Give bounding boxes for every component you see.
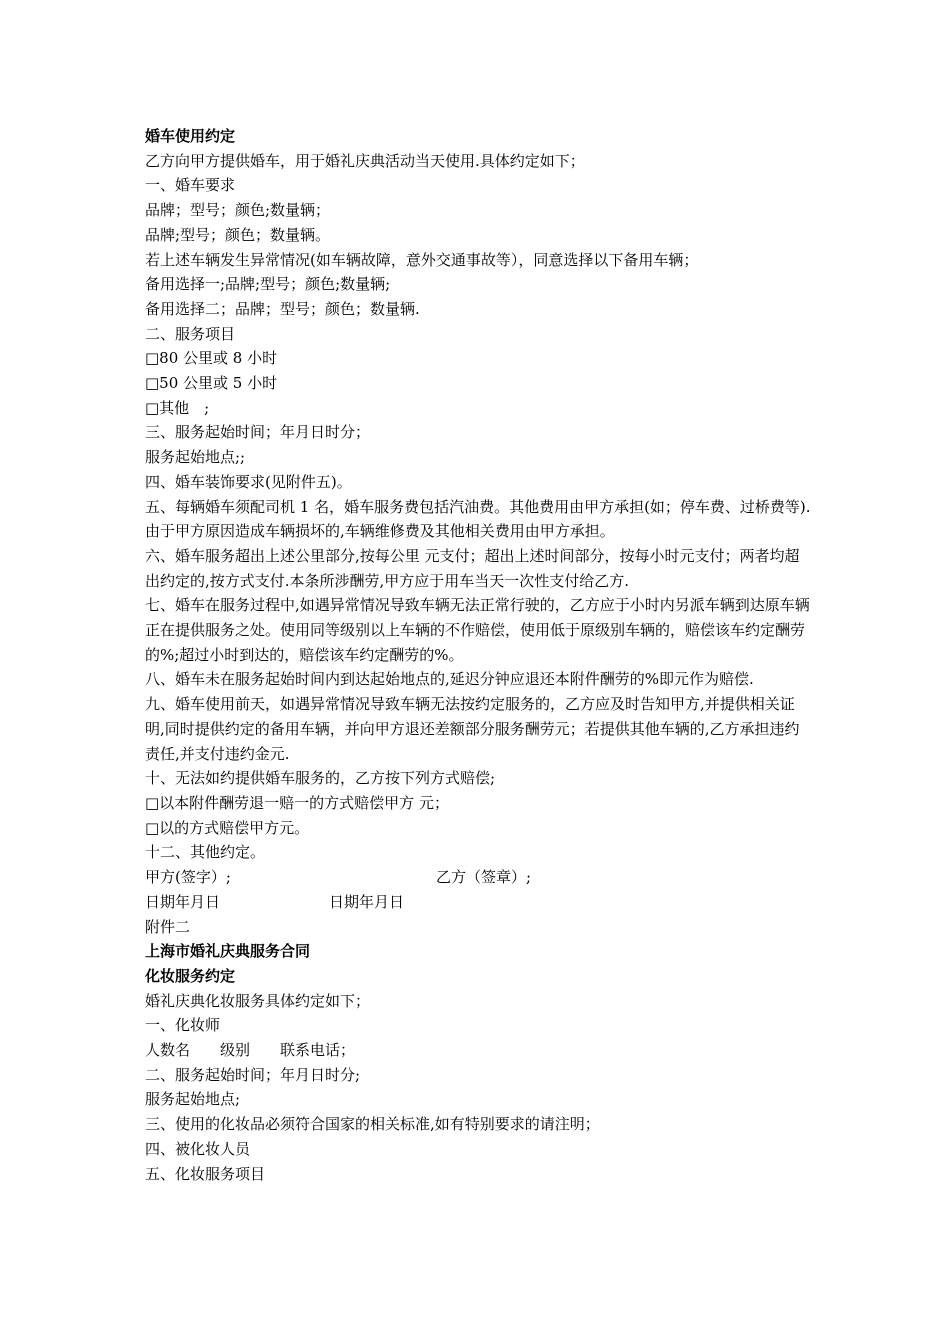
section-title-wedding-car: 婚车使用约定 [145, 127, 236, 145]
service-option-80km: □80 公里或 8 小时 [145, 349, 278, 368]
heading-persons-made-up: 四、被化妆人员 [145, 1139, 251, 1158]
party-b-date: 日期年月日 [329, 892, 405, 911]
section-title-makeup: 化妆服务约定 [145, 966, 236, 985]
party-b-signature: 乙方（签章）; [436, 868, 532, 887]
backup-option-2: 备用选择二；品牌；型号；颜色；数量辆. [145, 299, 420, 318]
clause-7: 七、婚车在服务过程中,如遇异常情况导致车辆无法正常行驶的，乙方应于小时内另派车辆到达原车辆正在提供服务之处。使用同等级别以上车辆的不作赔偿，使用低于原级别车辆的，赔偿该车约定酬劳的%;超过小时到达的，赔偿该车约定酬劳的%。 [145, 596, 810, 664]
clause-5: 五、每辆婚车须配司机 1 名，婚车服务费包括汽油费。其他费用由甲方承担(如；停车费、过桥费等).由于甲方原因造成车辆损坏的,车辆维修费及其他相关费用由甲方承担。 [145, 497, 811, 541]
clause-10-option-b: □以的方式赔偿甲方元。 [145, 818, 310, 837]
requirement-line-2: 品牌;型号；颜色；数量辆。 [145, 225, 331, 244]
heading-makeup-service-items: 五、化妆服务项目 [145, 1164, 266, 1183]
clause-8: 八、婚车未在服务起始时间内到达起始地点的,延迟分钟应退还本附件酬劳的%即元作为赔偿. [145, 670, 754, 689]
requirement-line-1: 品牌；型号；颜色;数量辆； [145, 201, 331, 220]
document-page [145, 124, 813, 1186]
heading-service-items: 二、服务项目 [145, 324, 236, 343]
service-option-other: □其他 ; [145, 398, 210, 417]
date-row [145, 890, 813, 915]
contract-title: 上海市婚礼庆典服务合同 [145, 942, 311, 961]
clause-6: 六、婚车服务超出上述公里部分,按每公里 元支付；超出上述时间部分，按每小时元支付；两者均超出约定的,按方式支付.本条所涉酬劳,甲方应于用车当天一次性支付给乙方. [145, 546, 800, 590]
heading-car-requirements: 一、婚车要求 [145, 176, 236, 195]
heading-makeup-artist: 一、化妆师 [145, 1016, 221, 1035]
heading-service-start-time: 三、服务起始时间；年月日时分； [145, 423, 371, 442]
attachment-label: 附件二 [145, 917, 191, 936]
heading-makeup-start-time: 二、服务起始时间；年月日时分; [145, 1065, 361, 1084]
service-option-50km: □50 公里或 5 小时 [145, 374, 278, 393]
backup-intro: 若上述车辆发生异常情况(如车辆故障，意外交通事故等），同意选择以下备用车辆； [145, 250, 699, 269]
party-a-signature: 甲方(签字）; [145, 868, 231, 887]
heading-decoration: 四、婚车装饰要求(见附件五)。 [145, 472, 352, 491]
makeup-start-place: 服务起始地点; [145, 1090, 241, 1109]
signature-row [145, 865, 813, 890]
makeup-artist-fields: 人数名 级别 联系电话； [145, 1041, 356, 1060]
party-a-date: 日期年月日 [145, 892, 221, 911]
clause-10: 十、无法如约提供婚车服务的，乙方按下列方式赔偿; [145, 769, 496, 788]
clause-12: 十二、其他约定。 [145, 843, 266, 862]
backup-option-1: 备用选择一;品牌;型号；颜色;数量辆; [145, 275, 391, 294]
clause-10-option-a: □以本附件酬劳退一赔一的方式赔偿甲方 元； [145, 793, 449, 812]
heading-cosmetics-standard: 三、使用的化妆品必须符合国家的相关标准,如有特别要求的请注明； [145, 1115, 600, 1134]
service-start-place: 服务起始地点;; [145, 448, 246, 467]
clause-9: 九、婚车使用前天，如遇异常情况导致车辆无法按约定服务的，乙方应及时告知甲方,并提供相关证明,同时提供约定的备用车辆，并向甲方退还差额部分服务酬劳元；若提供其他车辆的,乙方承担违约责任,并支付违约金元. [145, 695, 800, 763]
makeup-intro: 婚礼庆典化妆服务具体约定如下； [145, 991, 371, 1010]
section-intro: 乙方向甲方提供婚车，用于婚礼庆典活动当天使用.具体约定如下； [145, 151, 585, 170]
